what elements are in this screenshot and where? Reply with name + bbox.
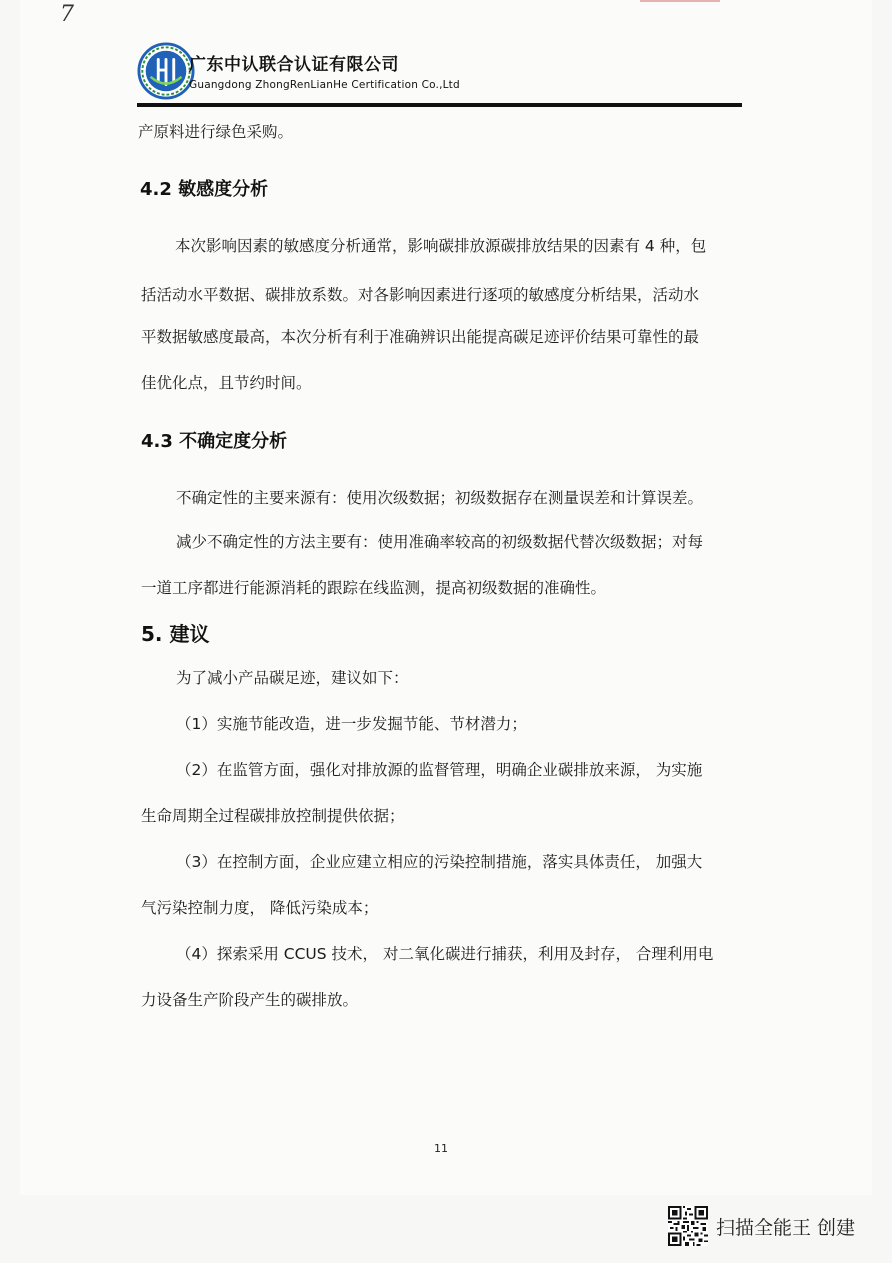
para-4-3-line-2: 减少不确定性的方法主要有：使用准确率较高的初级数据代替次级数据；对每 <box>176 533 704 551</box>
page-header <box>137 40 742 110</box>
para-4-3-line-1: 不确定性的主要来源有：使用次级数据；初级数据存在测量误差和计算误差。 <box>176 489 704 507</box>
header-rule <box>137 103 742 107</box>
scanner-watermark <box>668 1206 855 1246</box>
para-4-2-line-3: 平数据敏感度最高，本次分析有利于准确辨识出能提高碳足迹评价结果可靠性的最 <box>141 328 700 346</box>
continuation-line: 产原料进行绿色采购。 <box>138 123 294 141</box>
para-5-line-1: 为了减小产品碳足迹，建议如下： <box>176 669 409 687</box>
para-5-line-7: （4）探索采用 CCUS 技术， 对二氧化碳进行捕获，利用及封存， 合理利用电 <box>176 945 714 963</box>
para-5-line-6: 气污染控制力度， 降低污染成本； <box>141 899 379 917</box>
para-5-line-8: 力设备生产阶段产生的碳排放。 <box>141 991 359 1009</box>
top-red-mark <box>640 0 720 2</box>
para-4-2-line-2: 括活动水平数据、碳排放系数。对各影响因素进行逐项的敏感度分析结果，活动水 <box>141 286 700 304</box>
company-name-en: Guangdong ZhongRenLianHe Certification Co.,Ltd <box>189 79 460 91</box>
para-5-line-3: （2）在监管方面，强化对排放源的监督管理，明确企业碳排放来源， 为实施 <box>176 761 703 779</box>
para-4-2-line-4: 佳优化点，且节约时间。 <box>141 374 312 392</box>
heading-4-3: 4.3 不确定度分析 <box>141 431 288 452</box>
heading-5: 5. 建议 <box>141 622 210 646</box>
corner-handwritten-mark: 7 <box>60 2 74 27</box>
company-name-cn: 广东中认联合认证有限公司 <box>189 55 399 75</box>
para-5-line-4: 生命周期全过程碳排放控制提供依据； <box>141 807 405 825</box>
para-5-line-5: （3）在控制方面，企业应建立相应的污染控制措施，落实具体责任， 加强大 <box>176 853 703 871</box>
para-4-2-line-1: 本次影响因素的敏感度分析通常，影响碳排放源碳排放结果的因素有 4 种，包 <box>175 237 707 255</box>
para-5-line-2: （1）实施节能改造，进一步发掘节能、节材潜力； <box>176 715 527 733</box>
qr-code-icon <box>668 1206 708 1246</box>
company-logo-icon <box>137 42 195 100</box>
page-number: 11 <box>434 1142 448 1155</box>
heading-4-2: 4.2 敏感度分析 <box>140 179 269 200</box>
scanner-app-label: 扫描全能王 创建 <box>716 1216 856 1239</box>
para-4-3-line-3: 一道工序都进行能源消耗的跟踪在线监测，提高初级数据的准确性。 <box>141 579 607 597</box>
